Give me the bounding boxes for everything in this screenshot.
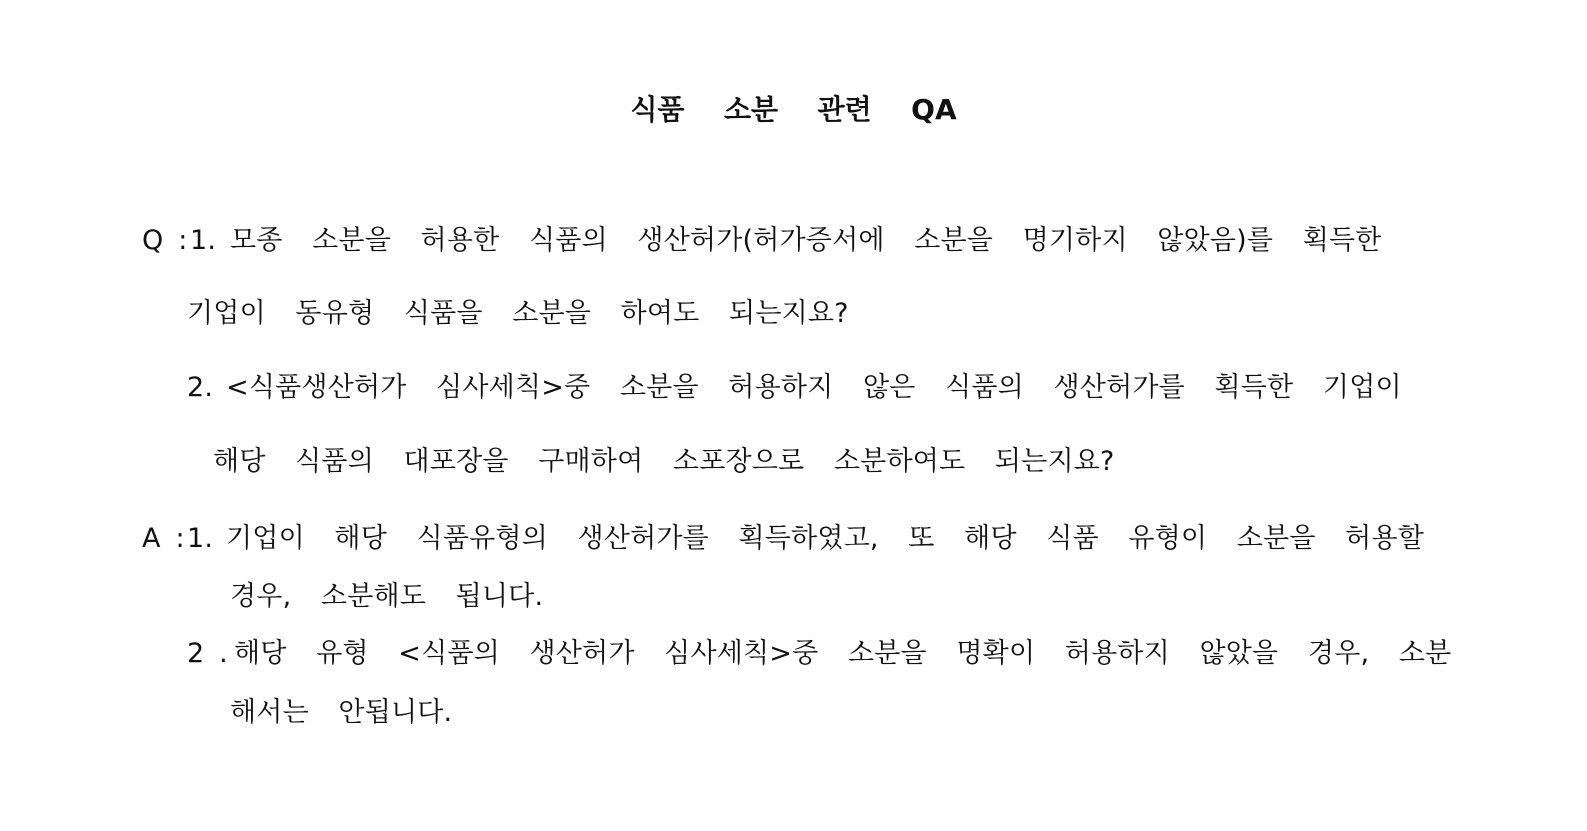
question-2-line-2: 해당 식품의 대포장을 구매하여 소포장으로 소분하여도 되는지요? [213,446,1115,477]
question-label: Q : [142,225,188,256]
question-1-line-2: 기업이 동유형 식품을 소분을 하여도 되는지요? [187,298,849,329]
question-2-line-1: <식품생산허가 심사세칙>중 소분을 허용하지 않은 식품의 생산허가를 획득한 기업이 [226,372,1402,403]
answer-2-line-1: 해당 유형 <식품의 생산허가 심사세칙>중 소분을 명확이 허용하지 않았을 경우, 소분 [234,638,1452,669]
answer-1-number: 1. [187,523,214,554]
answer-1-line-2: 경우, 소분해도 됩니다. [230,581,544,612]
answer-1-line-1: 기업이 해당 식품유형의 생산허가를 획득하였고, 또 해당 식품 유형이 소분을 허용할 [226,523,1425,554]
answer-2-line-2: 해서는 안됩니다. [230,697,453,728]
question-1-line-1: 모종 소분을 허용한 식품의 생산허가(허가증서에 소분을 명기하지 않았음)를 획득한 [230,225,1382,256]
question-1-number: 1. [190,225,217,256]
answer-label: A : [142,523,185,554]
document-title: 식품 소분 관련 QA [630,93,957,126]
answer-2-number: 2 . [187,638,228,669]
question-2-number: 2. [187,372,214,403]
